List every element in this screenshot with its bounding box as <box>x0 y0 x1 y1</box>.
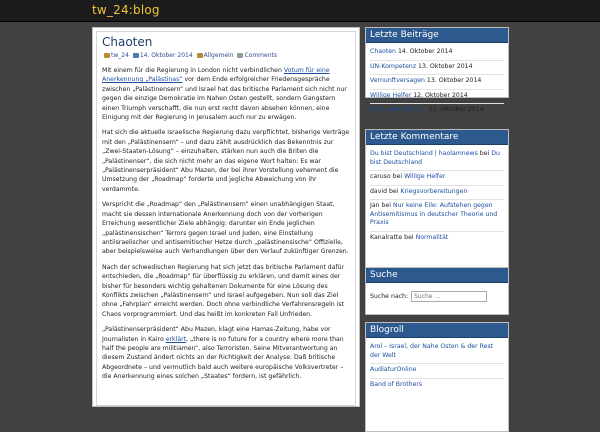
recent-post-item <box>370 61 504 76</box>
recent-post-link[interactable]: Willige Helfer <box>370 91 412 99</box>
post-title[interactable]: Chaoten <box>102 35 153 49</box>
recent-post-date: 13. Oktober 2014 <box>416 62 473 70</box>
recent-post-item <box>370 90 504 105</box>
folder-icon <box>197 53 203 58</box>
calendar-icon <box>133 53 139 58</box>
post-date-link[interactable]: 14. Oktober 2014 <box>139 52 193 59</box>
recent-comment-item <box>370 200 504 232</box>
recent-comment-item <box>370 186 504 201</box>
blogroll-link[interactable]: AudiaturOnline <box>370 366 417 373</box>
recent-post-date: 14. Oktober 2014 <box>395 48 453 55</box>
post-paragraph: Verspricht die „Roadmap“ den „Palästinensern“ einen unabhängigen Staat, macht sie dessen internationale Anerkennung doch von der vorherigen Erreichung wesentlicher Ziele abhängig: darunter ein Ende jeglichen „palästinensischen“ Terrors gegen Israel und Juden, eine Einstellung antiisraelischer und antisemitischer Hetze durch „palästinensische“ Offizielle, aber beispielsweise auch Verhandlungen über den Verlauf zukünftiger Grenzen. <box>102 201 349 256</box>
comment-by-text: bei <box>387 187 401 195</box>
paragraph-text: , „there is no future for a country where more than half the people are militiamen“, also Terroristen. Seine Mitverantwortung an diesem Zustand ändert nichts an der Richtigkeit der Analyse. Daß britische Abgeordnete – und vermutlich bald auch weitere europäische Volksvertreter – die Anerkennung eines solchen „Staates“ fordern, ist gefährlich. <box>102 335 344 381</box>
recent-post-date: 12. Oktober 2014 <box>411 91 468 99</box>
search-label: Suche nach: <box>370 293 409 300</box>
recent-comments-widget <box>365 129 509 271</box>
vote-link[interactable]: Votum für eine Anerkennung „Palästinas“ <box>102 67 330 84</box>
comment-author-link[interactable]: Du bist Deutschland | haolamnews <box>370 150 478 157</box>
comment-by-text: bei <box>379 202 393 209</box>
comment-author: Jan <box>370 202 380 209</box>
post-paragraph: Hat sich die aktuelle israelische Regierung dazu verpflichtet, bisherige Verträge mit den „Palästinensern“ – und dazu zählt ausdrücklich das Bekenntnis zur „Zwei-Staaten-Lösung“ – einzuhalten, stärken nun auch die Briten die „Palästinenser“, die sich nicht mehr an das eigene Wort halten: Es war „Palästinenserpräsident“ Abu Mazen, der bei ihrer Vorstellung vehement die Umsetzung der „Roadmap“ forderte und jegliche Abweichung von ihr verdammte. <box>102 129 350 193</box>
site-title-link[interactable]: tw_24:blog <box>92 3 160 17</box>
blogroll-title: Blogroll <box>366 323 508 338</box>
recent-post-item <box>370 46 504 61</box>
comment-author: caruso <box>370 173 391 180</box>
recent-comment-item <box>370 171 504 186</box>
main-content <box>92 27 360 407</box>
author-icon <box>104 53 110 58</box>
recent-post-item <box>370 104 504 118</box>
comment-post-link[interactable]: Normalität <box>415 233 449 241</box>
comment-by-text: bei <box>402 233 416 241</box>
comment-icon <box>237 53 243 58</box>
post-article <box>96 31 356 406</box>
recent-posts-title: Letzte Beiträge <box>366 28 508 43</box>
blogroll-item <box>370 364 504 379</box>
recent-comment-item <box>370 232 504 246</box>
recent-post-link[interactable]: Chaoten <box>370 48 396 55</box>
comment-by-text: bei <box>477 150 492 157</box>
comment-post-link[interactable]: Nur keine Eile: Aufstehen gegen Antisemitismus in deutscher Theorie und Praxis <box>370 202 498 226</box>
paragraph-text: „Palästinenserpräsident“ Abu Mazen, klagt eine Hamas-Zeitung, habe vor Journalisten in Kairo <box>102 326 331 343</box>
post-paragraph <box>102 325 350 381</box>
search-title: Suche <box>366 268 508 283</box>
blogroll-item <box>370 341 504 364</box>
comment-post-link[interactable]: Willige Helfer <box>404 173 446 180</box>
comment-post-link[interactable]: Du bist Deutschland <box>370 150 500 166</box>
blogroll-link[interactable]: Arol – Israel, der Nahe Osten & der Rest der Welt <box>370 343 494 359</box>
recent-post-link[interactable]: Ehre, wem Ehre … <box>370 106 428 113</box>
search-input[interactable] <box>411 291 487 302</box>
recent-comments-title: Letzte Kommentare <box>366 130 508 145</box>
recent-post-link[interactable]: UN-Kompetenz <box>370 62 417 70</box>
recent-post-date: 13. Oktober 2014 <box>424 77 482 84</box>
post-body <box>102 66 350 382</box>
post-category-link[interactable]: Allgemein <box>203 52 234 59</box>
recent-post-date: 11. Oktober 2014 <box>427 106 484 113</box>
recent-post-item <box>370 75 504 90</box>
comment-author: david <box>370 187 388 195</box>
post-meta <box>102 51 350 60</box>
post-author-link[interactable]: tw_24 <box>111 52 129 59</box>
blogroll-link[interactable]: Band of Brothers <box>370 380 423 388</box>
post-comments-link[interactable]: Comments <box>244 52 277 59</box>
comment-by-text: bei <box>390 173 405 180</box>
post-paragraph: Nach der schwedischen Regierung hat sich jetzt das britische Parlament dafür entschieden, die „Roadmap“ für überflüssig zu erklären, und damit eines der bisher für besonders wichtig gehaltenen Dokumente für eine Lösung des Konflikts zwischen „Palästinensern“ und Israel aufgegeben. Nun soll das Ziel ohne „Fahrplan“ erreicht werden. Doch ohne verbindliche Verfahrensregeln ist Chaos vorprogrammiert. Und das heißt im konkreten Fall Unfrieden. <box>102 263 345 318</box>
recent-posts-list <box>366 43 508 121</box>
recent-comments-list <box>366 145 508 248</box>
blogroll-list <box>366 338 508 395</box>
search-form <box>366 283 508 310</box>
recent-post-link[interactable]: Vernunftversagen <box>370 77 425 84</box>
paragraph-text: vor dem Ende erfolgreicher Friedensgespräche zwischen „Palästinensern“ und Israel hat das britische Parlament sich nicht nur gegen die einzige Demokratie im Nahen Osten gestellt, sondern Gangstern einen Triumph verschafft, die nun erst recht davon absehen können, eine Einigung mit der Regierung in Jerusalem auch nur zu erwägen. <box>102 76 347 122</box>
recent-comment-item <box>370 148 504 171</box>
blogroll-widget <box>365 322 509 432</box>
comment-post-link[interactable]: Kriegsvorbereitungen <box>400 187 468 195</box>
site-header <box>0 0 600 22</box>
search-widget <box>365 267 509 315</box>
blogroll-item <box>370 379 504 393</box>
comment-author: Kanalratte <box>370 233 403 241</box>
paragraph-text: Mit einem für die Regierung in London nicht verbindlichen <box>102 67 284 74</box>
recent-posts-widget <box>365 27 509 113</box>
erklaert-link[interactable]: erklärt <box>165 335 187 343</box>
post-paragraph <box>102 66 350 122</box>
